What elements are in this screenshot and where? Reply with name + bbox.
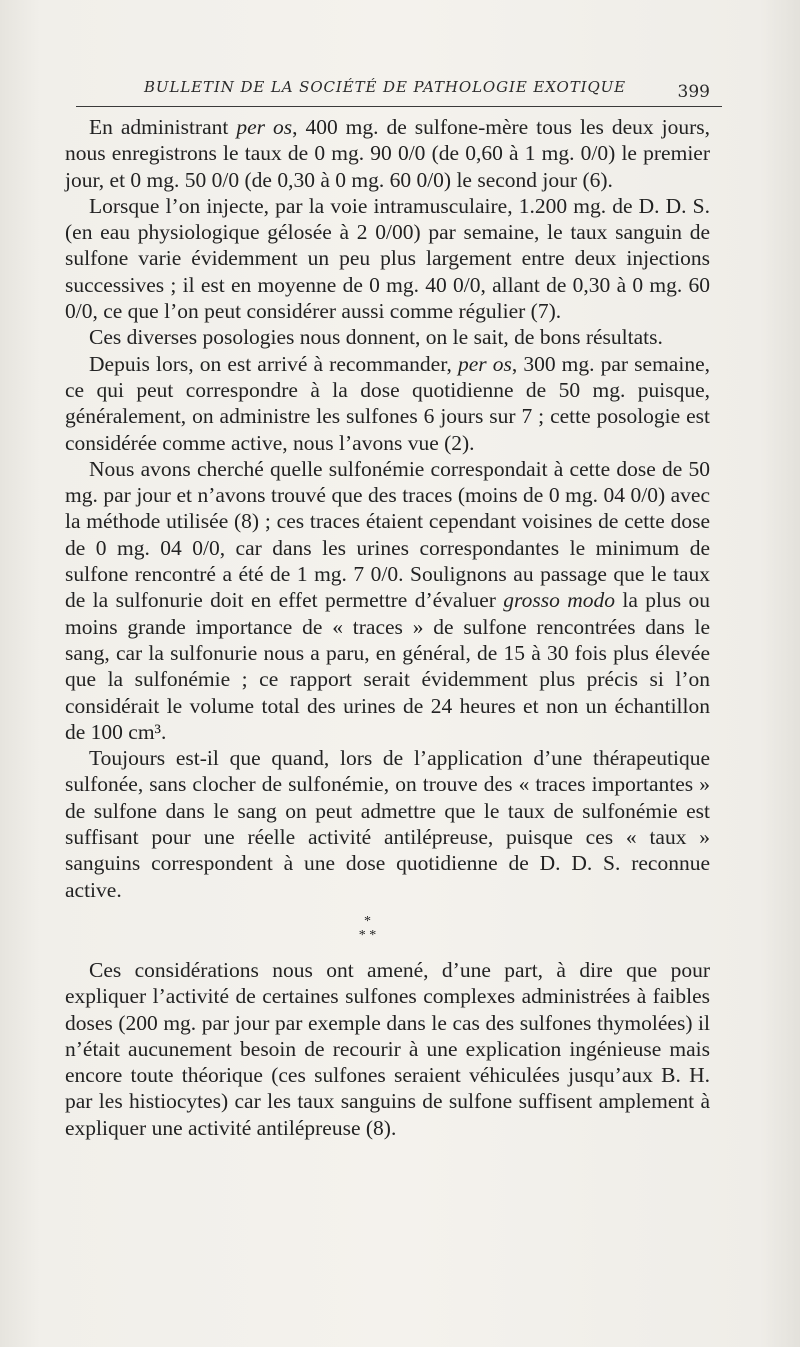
paragraph-considerations: Ces considérations nous ont amené, d’une part, à dire que pour expliquer l’activité de certaines sulfones complexes administrées à faibles doses (200 mg. par jour par exemple dans le cas des sulfones thymolées) il n’était aucunement besoin de recourir à une explication ingénieuse mais encore toute théorique (ces sulfones seraient véhiculées jusqu’aux B. H. par les histiocytes) car les taux sanguins de sulfone suffisent amplement à expliquer une activité antilépreuse (8). <box>65 957 710 1140</box>
paragraph-sulfonemia <box>65 456 710 745</box>
article-body <box>65 114 710 1141</box>
text-run: , 300 mg. par semaine, ce qui peut correspondre à la dose quotidienne de 50 mg. puisque, généralement, on administre les sulfones 6 jours sur 7 ; cette posologie est considérée comme active, nous l’avons vue (2). <box>65 351 710 455</box>
italic-term: per os <box>236 115 293 139</box>
separator-asterisk-top: * <box>364 913 371 929</box>
italic-term: per os <box>457 351 512 376</box>
text-run: Depuis lors, on est arrivé à recommander, <box>89 351 458 376</box>
paragraph-oral-dosage <box>65 114 710 193</box>
text-run: En administrant <box>89 115 237 139</box>
text-run: la plus ou moins grande importance de « traces » de sulfone rencontrées dans le sang, car la sulfonurie nous a paru, en général, de 15 à 30 fois plus élevée que la sulfonémie ; ce rapport serait évidemment plus précis si l’on considérait le volume total des urines de 24 heures et non un échantillon de 100 cm³. <box>65 588 710 744</box>
running-header <box>76 76 722 107</box>
page-number: 399 <box>677 82 710 102</box>
journal-title: BULLETIN DE LA SOCIÉTÉ DE PATHOLOGIE EXOTIQUE <box>144 78 627 96</box>
italic-term: grosso modo <box>503 588 615 613</box>
paragraph-recommendation <box>65 351 710 456</box>
paragraph-traces: Toujours est-il que quand, lors de l’application d’une thérapeutique sulfonée, sans clocher de sulfonémie, on trouve des « traces importantes » de sulfone dans le sang on peut admettre que le taux de sulfonémie est suffisant pour une réelle activité antilépreuse, puisque ces « taux » sanguins correspondent à une dose quotidienne de D. D. S. reconnue active. <box>65 746 710 902</box>
paragraph-posologies: Ces diverses posologies nous donnent, on le sait, de bons résultats. <box>89 325 663 350</box>
text-run: Nous avons cherché quelle sulfonémie correspondait à cette dose de 50 mg. par jour et n’avons trouvé que des traces (moins de 0 mg. 04 0/0) avec la méthode utilisée (8) ; ces traces étaient cependant voisines de cette dose de 0 mg. 04 0/0, car dans les urines correspondantes le minimum de sulfone rencontré a été de 1 mg. 7 0/0. Soulignons au passage que le taux de la sulfonurie doit en effet permettre d’évaluer <box>65 456 710 613</box>
paragraph-intramuscular: Lorsque l’on injecte, par la voie intramusculaire, 1.200 mg. de D. D. S. (en eau physiologique gélosée à 2 0/00) par semaine, le taux sanguin de sulfone varie évidemment un peu plus largement entre deux injections successives ; il est en moyenne de 0 mg. 40 0/0, allant de 0,30 à 0 mg. 60 0/0, ce que l’on peut considérer aussi comme régulier (7). <box>65 193 710 324</box>
separator-asterisks-bottom: * * <box>358 927 377 943</box>
text-run: , 400 mg. de sulfone-mère tous les deux jours, nous enregistrons le taux de 0 mg. 90 0/0 (de 0,60 à 1 mg. 0/0) le premier jour, et 0 mg. 50 0/0 (de 0,30 à 0 mg. 60 0/0) le second jour (6). <box>65 115 711 192</box>
section-separator <box>65 915 710 943</box>
